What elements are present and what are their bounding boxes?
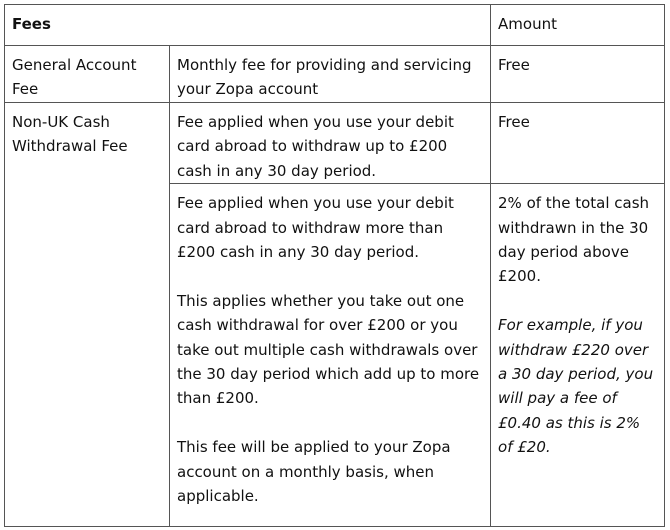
- description-paragraph: Fee applied when you use your debit card abroad to withdraw more than £200 cash in any 30 day period.: [177, 194, 454, 262]
- table-row: [5, 46, 665, 103]
- fee-amount: Free: [491, 103, 665, 184]
- fee-name-non-uk-cash-withdrawal: Non-UK Cash Withdrawal Fee: [5, 103, 170, 527]
- fee-description: Monthly fee for providing and servicing your Zopa account: [170, 46, 491, 103]
- header-fees: Fees: [5, 5, 491, 46]
- description-paragraph: This fee will be applied to your Zopa account on a monthly basis, when applicable.: [177, 438, 451, 506]
- table-header-row: [5, 5, 665, 46]
- fee-name-general-account: General Account Fee: [5, 46, 170, 103]
- header-amount: Amount: [491, 5, 665, 46]
- fee-amount: Free: [491, 46, 665, 103]
- amount-paragraph: 2% of the total cash withdrawn in the 30 day period above £200.: [498, 194, 650, 286]
- fees-table: [4, 4, 665, 527]
- fee-amount: [491, 184, 665, 527]
- table-row: [5, 103, 665, 184]
- fee-description: Fee applied when you use your debit card abroad to withdraw up to £200 cash in any 30 day period.: [170, 103, 491, 184]
- description-paragraph: This applies whether you take out one cash withdrawal for over £200 or you take out multiple cash withdrawals over the 30 day period which add up to more than £200.: [177, 291, 480, 408]
- amount-example-paragraph: For example, if you withdraw £220 over a 30 day period, you will pay a fee of £0.40 as this is 2% of £20.: [498, 316, 654, 457]
- fee-description: [170, 184, 491, 527]
